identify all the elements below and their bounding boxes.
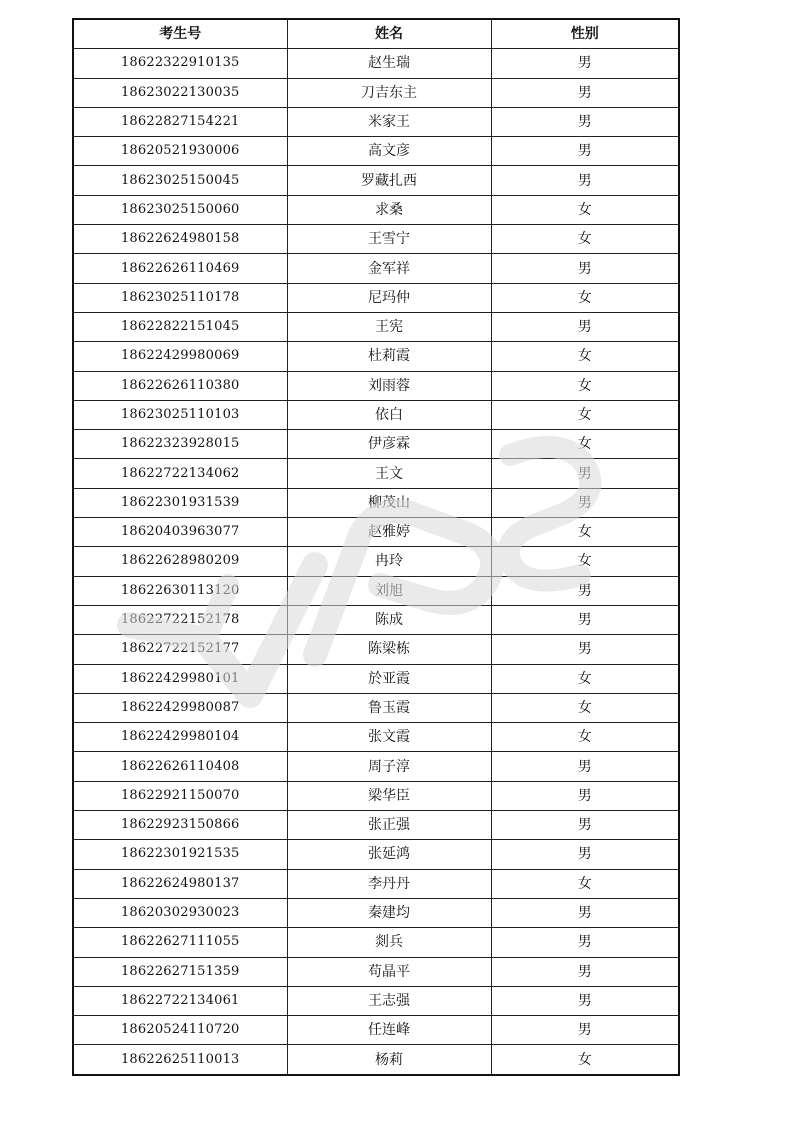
cell-exam-number: 18622627111055 bbox=[73, 928, 287, 957]
cell-exam-number: 18622625110013 bbox=[73, 1045, 287, 1075]
cell-gender: 男 bbox=[491, 254, 679, 283]
table-row bbox=[73, 752, 679, 781]
cell-exam-number: 18622628980209 bbox=[73, 547, 287, 576]
cell-name: 王宪 bbox=[287, 312, 491, 341]
cell-gender: 男 bbox=[491, 928, 679, 957]
table-header-row bbox=[73, 19, 679, 49]
cell-exam-number: 18622322910135 bbox=[73, 49, 287, 78]
cell-gender: 女 bbox=[491, 869, 679, 898]
table-row bbox=[73, 430, 679, 459]
cell-exam-number: 18622627151359 bbox=[73, 957, 287, 986]
cell-gender: 男 bbox=[491, 78, 679, 107]
cell-exam-number: 18622626110469 bbox=[73, 254, 287, 283]
cell-exam-number: 18620403963077 bbox=[73, 518, 287, 547]
cell-name: 伊彦霖 bbox=[287, 430, 491, 459]
cell-name: 赵雅婷 bbox=[287, 518, 491, 547]
cell-exam-number: 18622624980137 bbox=[73, 869, 287, 898]
cell-name: 鲁玉霞 bbox=[287, 693, 491, 722]
cell-name: 张延鸿 bbox=[287, 840, 491, 869]
table-body bbox=[73, 49, 679, 1075]
cell-exam-number: 18622301931539 bbox=[73, 488, 287, 517]
cell-name: 冉玲 bbox=[287, 547, 491, 576]
table-row bbox=[73, 225, 679, 254]
table-row bbox=[73, 254, 679, 283]
cell-exam-number: 18622921150070 bbox=[73, 781, 287, 810]
cell-name: 苟晶平 bbox=[287, 957, 491, 986]
cell-gender: 女 bbox=[491, 430, 679, 459]
table-row bbox=[73, 781, 679, 810]
cell-gender: 男 bbox=[491, 752, 679, 781]
cell-exam-number: 18620524110720 bbox=[73, 1016, 287, 1045]
cell-name: 秦建均 bbox=[287, 898, 491, 927]
cell-name: 尼玛仲 bbox=[287, 283, 491, 312]
cell-gender: 男 bbox=[491, 488, 679, 517]
cell-name: 梁华臣 bbox=[287, 781, 491, 810]
cell-gender: 男 bbox=[491, 459, 679, 488]
table-row bbox=[73, 576, 679, 605]
cell-name: 刀吉东主 bbox=[287, 78, 491, 107]
table-row bbox=[73, 283, 679, 312]
cell-gender: 女 bbox=[491, 723, 679, 752]
cell-gender: 女 bbox=[491, 664, 679, 693]
table-row bbox=[73, 488, 679, 517]
cell-exam-number: 18622630113120 bbox=[73, 576, 287, 605]
cell-gender: 男 bbox=[491, 1016, 679, 1045]
table-row bbox=[73, 635, 679, 664]
cell-gender: 男 bbox=[491, 107, 679, 136]
cell-name: 杨莉 bbox=[287, 1045, 491, 1075]
cell-name: 任连峰 bbox=[287, 1016, 491, 1045]
cell-exam-number: 18622626110408 bbox=[73, 752, 287, 781]
cell-gender: 男 bbox=[491, 840, 679, 869]
cell-name: 依白 bbox=[287, 400, 491, 429]
cell-exam-number: 18622722134062 bbox=[73, 459, 287, 488]
cell-name: 张文霞 bbox=[287, 723, 491, 752]
cell-exam-number: 18620521930006 bbox=[73, 137, 287, 166]
cell-exam-number: 18620302930023 bbox=[73, 898, 287, 927]
header-gender: 性别 bbox=[491, 19, 679, 49]
cell-name: 金军祥 bbox=[287, 254, 491, 283]
table-row bbox=[73, 869, 679, 898]
cell-exam-number: 18622722152177 bbox=[73, 635, 287, 664]
cell-name: 王雪宁 bbox=[287, 225, 491, 254]
cell-gender: 男 bbox=[491, 898, 679, 927]
cell-exam-number: 18622429980104 bbox=[73, 723, 287, 752]
table-row bbox=[73, 957, 679, 986]
candidate-table bbox=[72, 18, 680, 1076]
cell-gender: 男 bbox=[491, 312, 679, 341]
cell-gender: 女 bbox=[491, 371, 679, 400]
header-name: 姓名 bbox=[287, 19, 491, 49]
cell-name: 李丹丹 bbox=[287, 869, 491, 898]
table-row bbox=[73, 371, 679, 400]
cell-name: 王文 bbox=[287, 459, 491, 488]
cell-gender: 男 bbox=[491, 811, 679, 840]
table-row bbox=[73, 312, 679, 341]
cell-exam-number: 18623025110178 bbox=[73, 283, 287, 312]
cell-name: 刘雨蓉 bbox=[287, 371, 491, 400]
cell-exam-number: 18622722152178 bbox=[73, 605, 287, 634]
cell-exam-number: 18622827154221 bbox=[73, 107, 287, 136]
table-row bbox=[73, 898, 679, 927]
cell-gender: 男 bbox=[491, 137, 679, 166]
cell-gender: 男 bbox=[491, 49, 679, 78]
cell-exam-number: 18622923150866 bbox=[73, 811, 287, 840]
table-row bbox=[73, 605, 679, 634]
table-row bbox=[73, 986, 679, 1015]
table-row bbox=[73, 1045, 679, 1075]
table-row bbox=[73, 342, 679, 371]
cell-name: 刘旭 bbox=[287, 576, 491, 605]
cell-gender: 男 bbox=[491, 957, 679, 986]
table-row bbox=[73, 1016, 679, 1045]
cell-name: 陈成 bbox=[287, 605, 491, 634]
cell-exam-number: 18622429980087 bbox=[73, 693, 287, 722]
cell-name: 罗藏扎西 bbox=[287, 166, 491, 195]
cell-gender: 女 bbox=[491, 1045, 679, 1075]
cell-name: 高文彦 bbox=[287, 137, 491, 166]
cell-gender: 女 bbox=[491, 283, 679, 312]
cell-exam-number: 18623025150045 bbox=[73, 166, 287, 195]
cell-gender: 男 bbox=[491, 576, 679, 605]
table-row bbox=[73, 459, 679, 488]
table-row bbox=[73, 400, 679, 429]
cell-name: 王志强 bbox=[287, 986, 491, 1015]
header-exam-number: 考生号 bbox=[73, 19, 287, 49]
table-row bbox=[73, 811, 679, 840]
table-row bbox=[73, 723, 679, 752]
table-row bbox=[73, 840, 679, 869]
cell-gender: 女 bbox=[491, 518, 679, 547]
cell-gender: 男 bbox=[491, 986, 679, 1015]
cell-name: 赵生瑞 bbox=[287, 49, 491, 78]
cell-name: 周子淳 bbox=[287, 752, 491, 781]
cell-exam-number: 18622301921535 bbox=[73, 840, 287, 869]
cell-gender: 女 bbox=[491, 342, 679, 371]
table-row bbox=[73, 166, 679, 195]
cell-gender: 男 bbox=[491, 635, 679, 664]
table-row bbox=[73, 693, 679, 722]
cell-gender: 女 bbox=[491, 693, 679, 722]
cell-name: 张正强 bbox=[287, 811, 491, 840]
cell-exam-number: 18623022130035 bbox=[73, 78, 287, 107]
cell-exam-number: 18622323928015 bbox=[73, 430, 287, 459]
cell-name: 柳茂山 bbox=[287, 488, 491, 517]
cell-exam-number: 18622822151045 bbox=[73, 312, 287, 341]
cell-exam-number: 18622429980069 bbox=[73, 342, 287, 371]
cell-name: 陈梁栋 bbox=[287, 635, 491, 664]
cell-gender: 女 bbox=[491, 195, 679, 224]
cell-exam-number: 18622429980101 bbox=[73, 664, 287, 693]
cell-name: 求桑 bbox=[287, 195, 491, 224]
cell-gender: 男 bbox=[491, 605, 679, 634]
cell-gender: 男 bbox=[491, 781, 679, 810]
table-row bbox=[73, 928, 679, 957]
table-row bbox=[73, 107, 679, 136]
table-row bbox=[73, 137, 679, 166]
table-row bbox=[73, 49, 679, 78]
cell-exam-number: 18622626110380 bbox=[73, 371, 287, 400]
table-row bbox=[73, 664, 679, 693]
cell-name: 剡兵 bbox=[287, 928, 491, 957]
cell-gender: 男 bbox=[491, 166, 679, 195]
cell-name: 杜莉霞 bbox=[287, 342, 491, 371]
cell-gender: 女 bbox=[491, 400, 679, 429]
cell-name: 於亚霞 bbox=[287, 664, 491, 693]
table-row bbox=[73, 518, 679, 547]
table-row bbox=[73, 547, 679, 576]
cell-name: 米家王 bbox=[287, 107, 491, 136]
table-row bbox=[73, 78, 679, 107]
cell-exam-number: 18623025110103 bbox=[73, 400, 287, 429]
cell-exam-number: 18622624980158 bbox=[73, 225, 287, 254]
cell-exam-number: 18623025150060 bbox=[73, 195, 287, 224]
cell-exam-number: 18622722134061 bbox=[73, 986, 287, 1015]
cell-gender: 女 bbox=[491, 547, 679, 576]
table-row bbox=[73, 195, 679, 224]
cell-gender: 女 bbox=[491, 225, 679, 254]
